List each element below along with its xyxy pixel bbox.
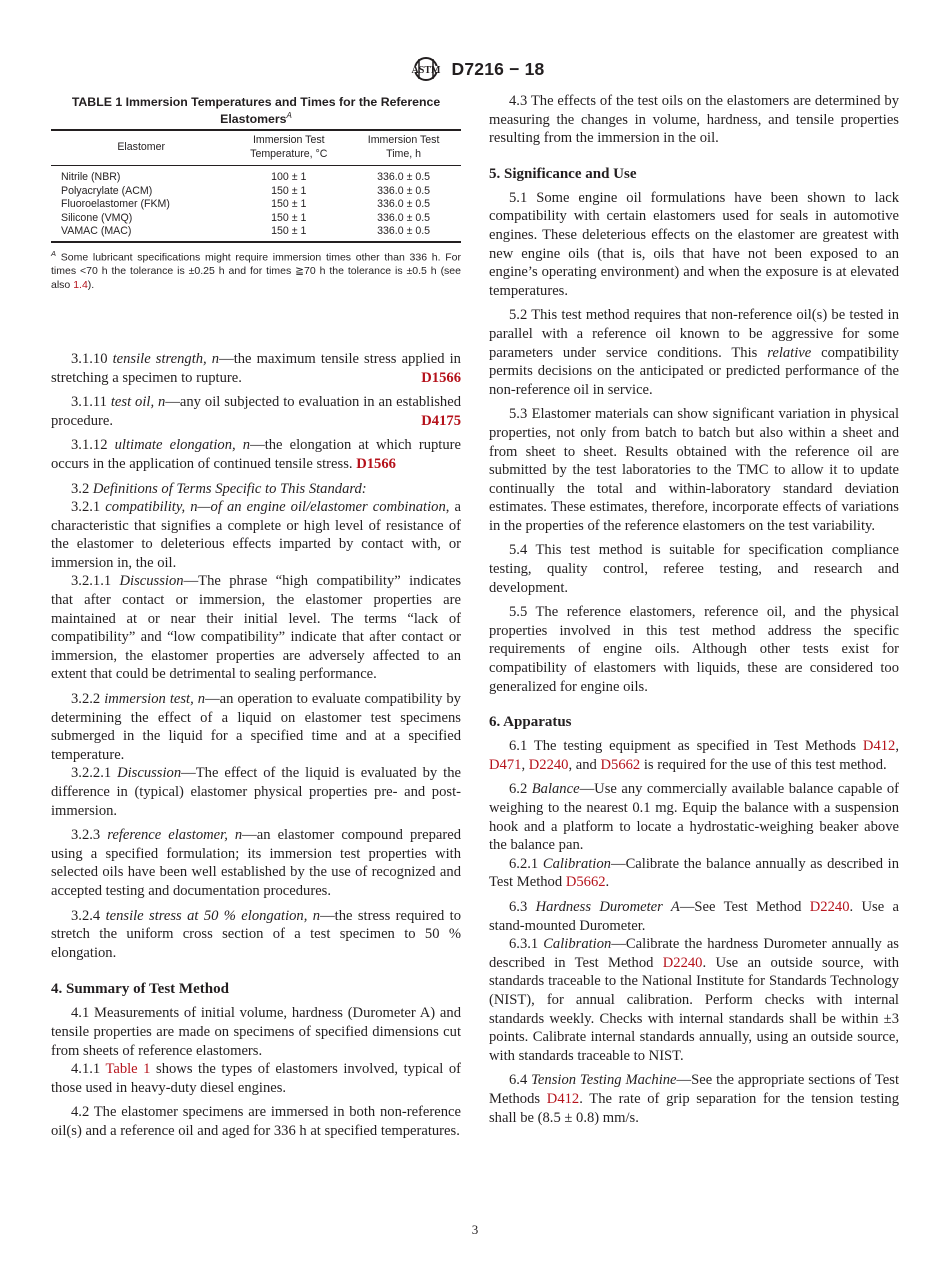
link-d2240[interactable]: D2240 [662,954,703,971]
footnote-mark: A [51,249,57,259]
table-title-line1: TABLE 1 Immersion Temperatures and Times for the Reference [71,95,441,109]
column-header-time: Immersion Test Time, h [367,134,440,160]
section-3-2-2: 3.2.2 immersion test, n—an operation to evaluate compatibility by determining the effect of a liquid on elastomer test specimens submerged in the liquid for a specified time and at a specified temperature. [51,691,461,763]
table-row [51,212,461,226]
cell-temperature: 150 ± 1 [271,184,307,197]
table-row [51,225,461,242]
section-5-1: 5.1 Some engine oil formulations have been shown to lack compatibility with certain elastomers used for seals in automotive engines. These deleterious effects on the elastomer are greatest with new engine oils (that is, oils that have not been exposed to an engine’s operating environment) and when the exposure is at elevated temperatures. [489,189,899,299]
section-3-2: 3.2 Definitions of Terms Specific to This Standard: [71,480,367,497]
cell-elastomer: Fluoroelastomer (FKM) [61,198,170,211]
page-header [0,56,950,84]
link-d2240[interactable]: D2240 [528,756,569,773]
link-d412[interactable]: D412 [862,738,896,755]
document-id: D7216 − 18 [451,58,545,79]
table-title [51,95,461,126]
section-heading-4: 4. Summary of Test Method [51,981,229,998]
section-6-1: 6.1 The testing equipment as specified in Test Methods D412, D471, D2240, and D5662 is required for the use of this test method. [489,738,899,773]
link-d5662[interactable]: D5662 [600,756,641,773]
section-6-4: 6.4 Tension Testing Machine—See the appropriate sections of Test Methods D412. The rate of grip separation for the tension testing shall be (8.5 ± 0.8) mm/s. [489,1072,900,1126]
cell-temperature: 150 ± 1 [271,211,307,224]
section-6-3: 6.3 Hardness Durometer A—See Test Method D2240. Use a stand-mounted Durometer. [489,898,900,934]
section-4-1: 4.1 Measurements of initial volume, hardness (Durometer A) and tensile properties are made on specimens of specified dimensions cut from sheets of reference elastomers. [51,1005,461,1059]
link-d412[interactable]: D412 [546,1090,580,1107]
astm-logo-icon [406,56,446,82]
section-5-3: 5.3 Elastomer materials can show significant variation in physical properties, not only from batch to batch but also within a sheet and from sheet to sheet. Results obtained with the reference oil are submitted by the test laboratories to the TMC to allow it to update continually the total and within-laboratory standard deviation estimates. These estimates, therefore, incorporate effects of variations in the properties of the reference elastomers on the test variability. [489,406,899,534]
link-d4175[interactable]: D4175 [421,412,461,429]
section-3-2-1: 3.2.1 compatibility, n—of an engine oil/elastomer combination, a characteristic that signifies a complete or high level of resistance of the elastomer to deleterious effects imparted by contact with, or immersion in, the oil. [51,499,461,571]
section-3-2-2-1: 3.2.2.1 Discussion—The effect of the liquid is evaluated by the difference in (typical) elastomer physical properties pre- and post-immersion. [51,765,461,819]
link-d2240[interactable]: D2240 [809,898,850,915]
table-row [51,185,461,199]
footnote-text: Some lubricant specifications might require immersion times other than 336 h. For times <70 h the tolerance is ±0.25 h and for times ≧70 h the tolerance is ±0.5 h (see also [51,251,461,292]
cell-elastomer: Nitrile (NBR) [61,171,121,184]
right-column [489,92,899,1127]
section-5-4: 5.4 This test method is suitable for specification compliance testing, quality control, referee testing, and research and development. [489,542,899,596]
section-3-1-10: 3.1.10 tensile strength, n—the maximum tensile stress applied in stretching a specimen to rupture. D1566 [51,350,461,386]
svg-text:ASTM: ASTM [411,65,440,76]
section-heading-5: 5. Significance and Use [489,165,637,182]
cell-elastomer: Silicone (VMQ) [61,211,133,224]
cell-elastomer: Polyacrylate (ACM) [61,184,153,197]
section-6-3-1: 6.3.1 Calibration—Calibrate the hardness Durometer annually as described in Test Method D2240. Use an outside source, with standards traceable to the National Institute for Standards Technology (NIST), for annual calibration. Perform checks with internal standards weekly. Checks with internal standards shall be within ±3 points. Calibrate internal standards annually, using an outside source, with standards traceable to NIST. [489,936,899,1064]
section-3-2-4: 3.2.4 tensile stress at 50 % elongation, n—the stress required to stretch the uniform cross section of a test specimen to 50 % elongation. [51,907,461,961]
section-6-2-1: 6.2.1 Calibration—Calibrate the balance annually as described in Test Method D5662. [489,855,899,891]
cell-time: 336.0 ± 0.5 [377,198,431,211]
table-footnote [51,247,461,293]
link-d5662[interactable]: D5662 [565,874,606,891]
cell-temperature: 150 ± 1 [271,225,307,238]
section-3-2-1-1: 3.2.1.1 Discussion—The phrase “high compatibility” indicates that after contact or immersion, the elastomer properties are maintained at or near their initial level. The terms “lack of compatibility” and “low compatibility” indicate that after contact or immersion, the elastomer properties are adversely affected to an extent that could be detrimental to sealing performance. [51,573,461,683]
link-section-1-4[interactable]: 1.4 [73,279,88,292]
cell-time: 336.0 ± 0.5 [377,171,431,184]
section-4-2: 4.2 The elastomer specimens are immersed in both non-reference oil(s) and a reference oil and aged for 336 h at specified temperatures. [51,1104,461,1139]
section-5-5: 5.5 The reference elastomers, reference oil, and the physical properties involved in this test method address the specific requirements of engine oils. Although other tests exist for compatibility of elastomers with liquids, these are considered too generalized for engine oils. [489,604,899,695]
left-column [51,92,461,1141]
cell-time: 336.0 ± 0.5 [377,225,431,238]
section-heading-6: 6. Apparatus [489,714,572,731]
table-row [51,198,461,212]
column-header-elastomer: Elastomer [117,140,166,153]
table-header-row [51,130,461,166]
cell-temperature: 150 ± 1 [271,198,307,211]
link-d471[interactable]: D471 [489,756,522,773]
page-number: 3 [471,1222,479,1237]
section-6-2: 6.2 Balance—Use any commercially available balance capable of weighing to the nearest 0.1 mg. Equip the balance with a suspension hook and a platform to locate a hydrostatic-weighing beaker above the balance pan. [489,781,900,854]
cell-elastomer: VAMAC (MAC) [61,225,132,238]
footnote-mark: A [286,111,292,120]
column-header-temperature: Immersion Test Temperature, °C [250,134,328,160]
table-row [51,166,461,185]
section-5-2: 5.2 This test method requires that non-reference oil(s) be tested in parallel with a reference oil known to be aggressive for some parameters under service conditions. This relative compatibility permits decisions on the anticipated or predicted performance of the non-reference oil in service. [489,307,899,398]
table-title-line2: Elastomers [220,112,287,127]
section-3-1-12: 3.1.12 ultimate elongation, n—the elongation at which rupture occurs in the application of continued tensile stress. D1566 [51,437,461,472]
section-4-3: 4.3 The effects of the test oils on the elastomers are determined by measuring the changes in volume, hardness, and tensile properties resulting from the immersion in the oil. [489,93,899,147]
cell-time: 336.0 ± 0.5 [377,184,431,197]
section-3-2-3: 3.2.3 reference elastomer, n—an elastomer compound prepared using a specified formulation; its immersion test properties with selected oils have been well established by the use of recognized and accepted testing and documentation procedures. [51,827,461,899]
link-d1566[interactable]: D1566 [421,369,461,386]
section-4-1-1: 4.1.1 Table 1 shows the types of elastomers involved, typical of those used in heavy-duty diesel engines. [51,1061,461,1096]
footnote-end: ). [87,279,95,292]
cell-time: 336.0 ± 0.5 [377,211,431,224]
section-3-1-11: 3.1.11 test oil, n—any oil subjected to evaluation in an established procedure. D4175 [51,394,461,429]
link-d1566[interactable]: D1566 [356,455,396,472]
immersion-table [51,129,461,243]
cell-temperature: 100 ± 1 [271,171,307,184]
link-table-1[interactable]: Table 1 [105,1061,151,1078]
